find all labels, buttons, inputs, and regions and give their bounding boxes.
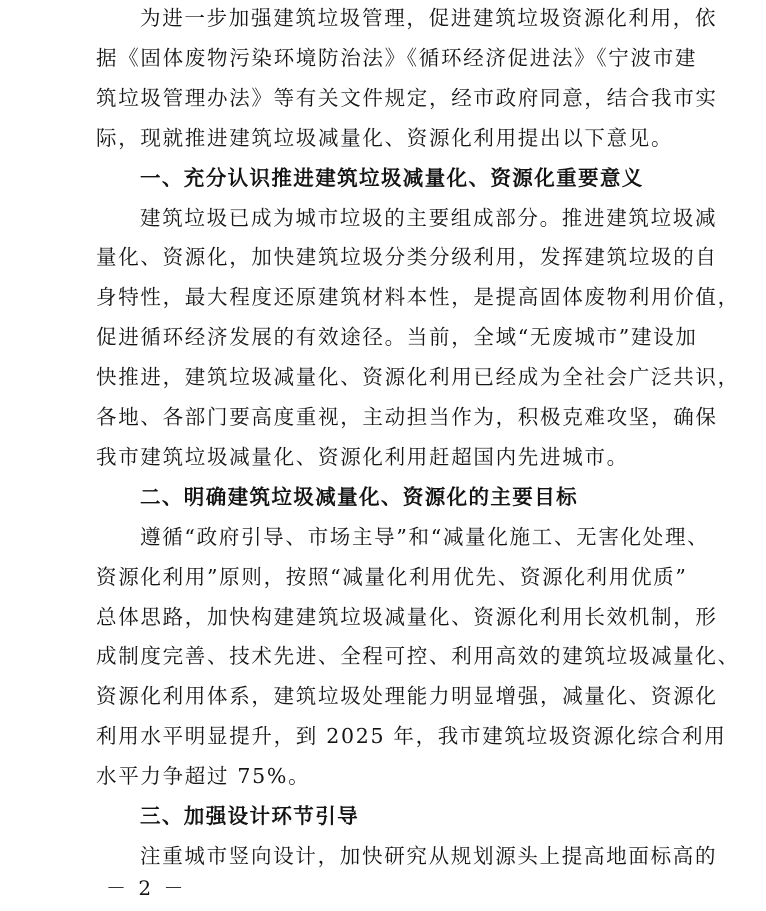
paragraph-intro-line-1: 为进一步加强建筑垃圾管理，促进建筑垃圾资源化利用，依 xyxy=(140,6,718,30)
paragraph-1-line-7: 我市建筑垃圾减量化、资源化利用赶超国内先进城市。 xyxy=(96,445,629,469)
paragraph-2-line-6: 利用水平明显提升，到 2025 年，我市建筑垃圾资源化综合利用 xyxy=(96,724,727,748)
page-number: － 2 － xyxy=(106,876,187,900)
section-heading-1: 一、充分认识推进建筑垃圾减量化、资源化重要意义 xyxy=(140,166,644,190)
paragraph-1-line-6: 各地、各部门要高度重视，主动担当作为，积极克难攻坚，确保 xyxy=(96,405,718,429)
paragraph-1-line-5: 快推进，建筑垃圾减量化、资源化利用已经成为全社会广泛共识， xyxy=(96,365,740,389)
paragraph-2-line-4: 成制度完善、技术先进、全程可控、利用高效的建筑垃圾减量化、 xyxy=(96,644,740,668)
paragraph-3-line-1: 注重城市竖向设计，加快研究从规划源头上提高地面标高的 xyxy=(140,844,718,868)
paragraph-intro-line-2: 据《固体废物污染环境防治法》《循环经济促进法》《宁波市建 xyxy=(96,46,698,70)
paragraph-1-line-4: 促进循环经济发展的有效途径。当前，全域“无废城市”建设加 xyxy=(96,325,698,349)
section-heading-3: 三、加强设计环节引导 xyxy=(140,804,359,828)
paragraph-2-line-2: 资源化利用”原则，按照“减量化利用优先、资源化利用优质” xyxy=(96,565,688,589)
paragraph-1-line-2: 量化、资源化，加快建筑垃圾分类分级利用，发挥建筑垃圾的自 xyxy=(96,245,718,269)
section-heading-2: 二、明确建筑垃圾减量化、资源化的主要目标 xyxy=(140,485,578,509)
paragraph-2-line-7: 水平力争超过 75%。 xyxy=(96,764,311,788)
paragraph-1-line-3: 身特性，最大程度还原建筑材料本性，是提高固体废物利用价值， xyxy=(96,285,740,309)
paragraph-2-line-1: 遵循“政府引导、市场主导”和“减量化施工、无害化处理、 xyxy=(140,525,710,549)
paragraph-intro-line-4: 际，现就推进建筑垃圾减量化、资源化利用提出以下意见。 xyxy=(96,126,674,150)
paragraph-2-line-3: 总体思路，加快构建建筑垃圾减量化、资源化利用长效机制，形 xyxy=(96,605,718,629)
paragraph-1-line-1: 建筑垃圾已成为城市垃圾的主要组成部分。推进建筑垃圾减 xyxy=(140,206,718,230)
paragraph-2-line-5: 资源化利用体系，建筑垃圾处理能力明显增强，减量化、资源化 xyxy=(96,684,718,708)
paragraph-intro-line-3: 筑垃圾管理办法》等有关文件规定，经市政府同意，结合我市实 xyxy=(96,86,718,110)
